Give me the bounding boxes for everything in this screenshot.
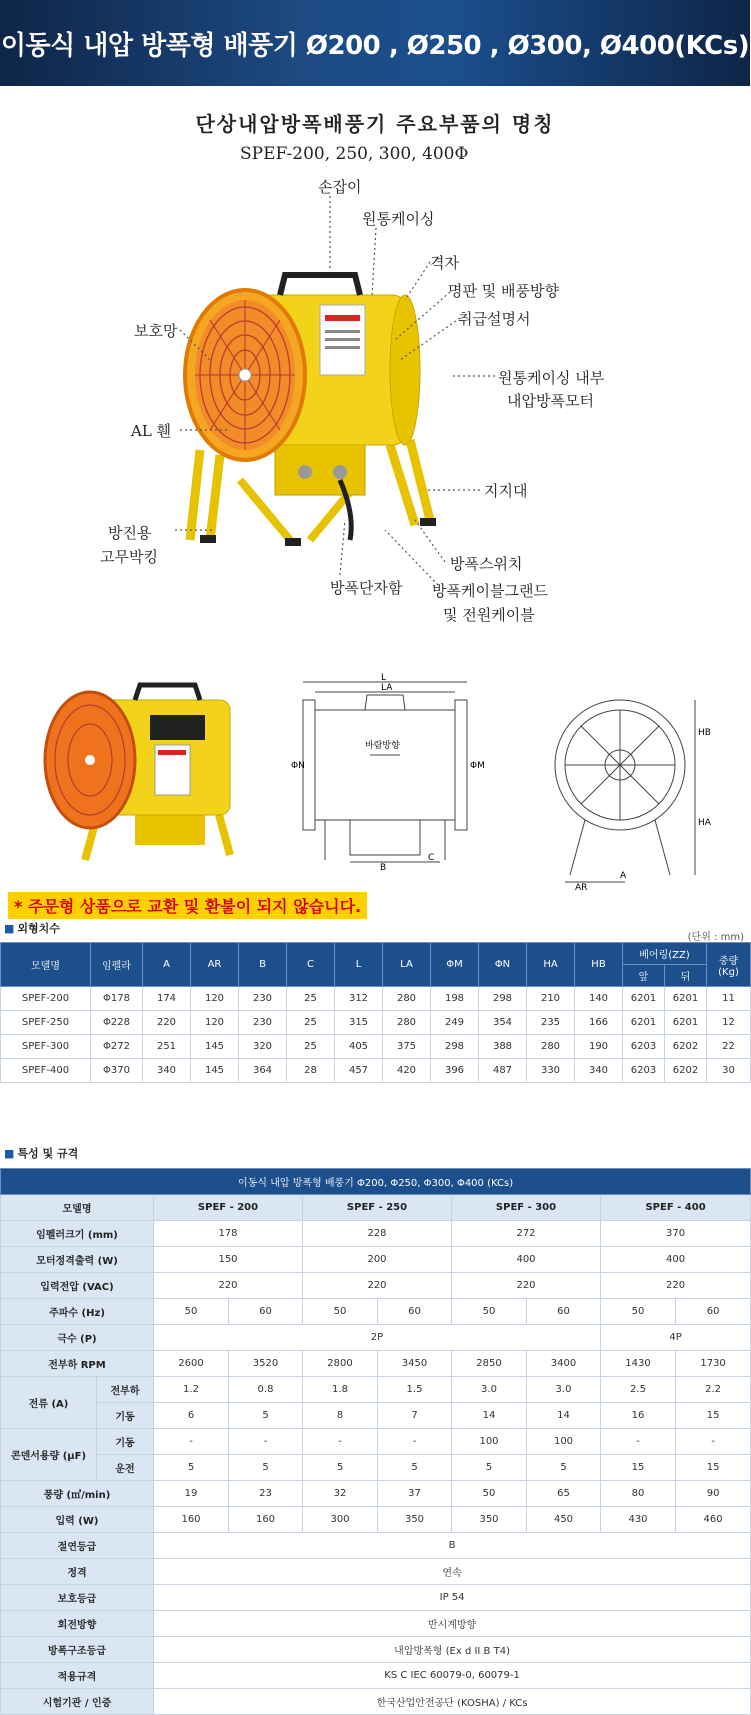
table-cell: 2.5 (601, 1377, 676, 1403)
table-cell: 5 (452, 1455, 527, 1481)
label-motor-2: 내압방폭모터 (507, 392, 594, 410)
table-cell: 50 (452, 1299, 527, 1325)
leader-lines (0, 0, 750, 650)
dims-header: C (287, 943, 335, 987)
table-cell: 298 (479, 987, 527, 1011)
table-cell: 249 (431, 1011, 479, 1035)
table-cell: 한국산업안전공단 (KOSHA) / KCs (154, 1689, 751, 1715)
table-cell: - (229, 1429, 303, 1455)
table-cell: 12 (707, 1011, 751, 1035)
table-cell: 375 (383, 1035, 431, 1059)
table-cell: 2800 (303, 1351, 378, 1377)
table-cell: 5 (229, 1455, 303, 1481)
table-cell: 5 (154, 1455, 229, 1481)
table-cell: 100 (452, 1429, 527, 1455)
table-cell: 극수 (P) (1, 1325, 154, 1351)
table-cell: 160 (154, 1507, 229, 1533)
dim-label-phi-m: ΦM (470, 761, 485, 771)
spec-row-rating (1, 1559, 751, 1585)
table-cell: 15 (676, 1403, 751, 1429)
table-cell: 450 (527, 1507, 601, 1533)
dims-section-title: ■ 외형치수 (4, 922, 60, 935)
table-cell: 방폭구조등급 (1, 1637, 154, 1663)
spec-row-current-full (1, 1377, 751, 1403)
table-cell: 178 (154, 1221, 303, 1247)
dim-label-HA: HA (698, 818, 711, 828)
table-cell: - (303, 1429, 378, 1455)
table-cell: 145 (191, 1035, 239, 1059)
table-cell: 150 (154, 1247, 303, 1273)
table-cell: 정격 (1, 1559, 154, 1585)
table-cell: 300 (303, 1507, 378, 1533)
table-cell: 3400 (527, 1351, 601, 1377)
dims-header: AR (191, 943, 239, 987)
side-dimension-diagram (291, 670, 485, 873)
table-cell: 200 (303, 1247, 452, 1273)
dim-label-A: A (620, 871, 627, 881)
table-cell: 364 (239, 1059, 287, 1083)
table-cell: 50 (601, 1299, 676, 1325)
table-cell: 특성 및 규격 (17, 1147, 79, 1160)
table-cell: 1430 (601, 1351, 676, 1377)
table-cell: 65 (527, 1481, 601, 1507)
table-cell: 340 (575, 1059, 623, 1083)
table-cell: 3450 (378, 1351, 452, 1377)
table-cell: 400 (452, 1247, 601, 1273)
dims-header-weight: 중량 (Kg) (707, 943, 751, 987)
table-cell: 8 (303, 1403, 378, 1429)
table-cell: 입력 (W) (1, 1507, 154, 1533)
table-cell: 2.2 (676, 1377, 751, 1403)
dims-header-bearing-rear: 뒤 (665, 965, 707, 987)
label-stand: 지지대 (484, 482, 528, 500)
table-cell: 50 (303, 1299, 378, 1325)
table-cell: 1730 (676, 1351, 751, 1377)
table-cell: 388 (479, 1035, 527, 1059)
spec-row-flow (1, 1481, 751, 1507)
label-al-fan: AL 휀 (131, 422, 172, 440)
dims-header: LA (383, 943, 431, 987)
table-cell: 400 (601, 1247, 751, 1273)
spec-row-cert (1, 1689, 751, 1715)
dim-label-phi-n: ΦN (291, 761, 305, 771)
table-cell: 3520 (229, 1351, 303, 1377)
table-cell: 6202 (665, 1035, 707, 1059)
spec-row-voltage (1, 1273, 751, 1299)
table-cell: 주파수 (Hz) (1, 1299, 154, 1325)
label-switch: 방폭스위치 (450, 555, 523, 573)
label-gland-1: 방폭케이블그랜드 (432, 582, 548, 600)
table-cell: 적용규격 (1, 1663, 154, 1689)
table-cell: 입력전압 (VAC) (1, 1273, 154, 1299)
table-cell: 보호등급 (1, 1585, 154, 1611)
table-cell: 30 (707, 1059, 751, 1083)
table-cell: 시험기관 / 인증 (1, 1689, 154, 1715)
table-cell: - (154, 1429, 229, 1455)
table-cell: IP 54 (154, 1585, 751, 1611)
table-row (1, 1035, 751, 1059)
table-cell: 2850 (452, 1351, 527, 1377)
table-cell: 반시계방향 (154, 1611, 751, 1637)
dim-label-C: C (428, 853, 435, 863)
dims-header: 임펠라 (91, 943, 143, 987)
spec-model: SPEF - 400 (601, 1195, 751, 1221)
table-cell: 272 (452, 1221, 601, 1247)
parts-title: 단상내압방폭배풍기 주요부품의 명칭 (195, 112, 555, 136)
table-cell: 50 (452, 1481, 527, 1507)
table-cell: Φ370 (91, 1059, 143, 1083)
table-cell: 23 (229, 1481, 303, 1507)
table-cell: 5 (229, 1403, 303, 1429)
table-cell: 50 (154, 1299, 229, 1325)
table-cell: SPEF-250 (1, 1011, 91, 1035)
table-cell: 298 (431, 1035, 479, 1059)
table-cell: 60 (378, 1299, 452, 1325)
table-cell: 220 (143, 1011, 191, 1035)
table-cell: SPEF-400 (1, 1059, 91, 1083)
dims-header: ΦM (431, 943, 479, 987)
table-cell: 5 (527, 1455, 601, 1481)
label-motor-1: 원통케이싱 내부 (498, 369, 605, 387)
table-cell: 90 (676, 1481, 751, 1507)
table-cell: - (378, 1429, 452, 1455)
table-cell: 11 (707, 987, 751, 1011)
dims-header: B (239, 943, 287, 987)
table-cell: 5 (303, 1455, 378, 1481)
dims-header: A (143, 943, 191, 987)
spec-row-std (1, 1663, 751, 1689)
label-manual: 취급설명서 (458, 310, 531, 328)
table-cell: 전류 (A) (1, 1377, 97, 1429)
table-cell: 14 (452, 1403, 527, 1429)
table-cell: 회전방향 (1, 1611, 154, 1637)
spec-row-current-start (1, 1403, 751, 1429)
table-cell: 연속 (154, 1559, 751, 1585)
table-cell: 210 (527, 987, 575, 1011)
table-cell: SPEF-300 (1, 1035, 91, 1059)
table-cell: 280 (383, 1011, 431, 1035)
table-cell: 140 (575, 987, 623, 1011)
spec-row-input (1, 1507, 751, 1533)
table-cell: 5 (378, 1455, 452, 1481)
spec-model-label: 모델명 (1, 1195, 154, 1221)
table-cell: 7 (378, 1403, 452, 1429)
dims-header: HB (575, 943, 623, 987)
table-cell: 6201 (665, 1011, 707, 1035)
dimensions-table (0, 942, 751, 1083)
table-cell: 230 (239, 1011, 287, 1035)
table-cell: 160 (229, 1507, 303, 1533)
label-rubber-2: 고무박킹 (100, 548, 158, 566)
spec-row-rotation (1, 1611, 751, 1637)
table-cell: 절연등급 (1, 1533, 154, 1559)
table-cell: 430 (601, 1507, 676, 1533)
table-cell: 운전 (97, 1455, 154, 1481)
spec-row-cap-run (1, 1455, 751, 1481)
table-cell: 외형치수 (17, 922, 60, 935)
table-cell: 6203 (623, 1059, 665, 1083)
table-cell: 320 (239, 1035, 287, 1059)
table-cell: 228 (303, 1221, 452, 1247)
dims-header: HA (527, 943, 575, 987)
table-cell: 6202 (665, 1059, 707, 1083)
table-cell: 220 (601, 1273, 751, 1299)
dim-label-wind: 바람방향 (365, 741, 400, 751)
dim-label-AR: AR (575, 883, 588, 893)
table-cell: 340 (143, 1059, 191, 1083)
fan-photo-small (40, 685, 250, 870)
table-cell: 251 (143, 1035, 191, 1059)
table-cell: 25 (287, 1035, 335, 1059)
table-cell: 230 (239, 987, 287, 1011)
spec-row-poles (1, 1325, 751, 1351)
spec-section-title: ■ 특성 및 규격 (4, 1147, 79, 1160)
table-cell: 350 (452, 1507, 527, 1533)
spec-title: 이동식 내압 방폭형 배풍기 Φ200, Φ250, Φ300, Φ400 (KCs) (1, 1169, 751, 1195)
table-cell: 457 (335, 1059, 383, 1083)
no-refund-warning: * 주문형 상품으로 교환 및 환불이 되지 않습니다. (8, 892, 367, 919)
table-cell: - (601, 1429, 676, 1455)
table-cell: 14 (527, 1403, 601, 1429)
spec-row-freq (1, 1299, 751, 1325)
label-rubber-1: 방진용 (108, 524, 152, 542)
table-cell: 15 (601, 1455, 676, 1481)
label-grid: 격자 (430, 254, 459, 272)
dim-label-LA: LA (381, 683, 393, 693)
table-cell: 220 (303, 1273, 452, 1299)
table-cell: 6201 (623, 1011, 665, 1035)
table-cell: 198 (431, 987, 479, 1011)
table-cell: 6201 (623, 987, 665, 1011)
spec-row-insulation (1, 1533, 751, 1559)
table-cell: KS C IEC 60079-0, 60079-1 (154, 1663, 751, 1689)
table-cell: 기동 (97, 1403, 154, 1429)
table-cell: 임펠러크기 (mm) (1, 1221, 154, 1247)
table-cell: 60 (676, 1299, 751, 1325)
table-cell: 풍량 (㎥/min) (1, 1481, 154, 1507)
table-cell: 60 (527, 1299, 601, 1325)
table-cell: 콘덴서용량 (µF) (1, 1429, 97, 1481)
table-cell: Φ272 (91, 1035, 143, 1059)
spec-row-impeller (1, 1221, 751, 1247)
spec-row-protection (1, 1585, 751, 1611)
table-cell: 120 (191, 987, 239, 1011)
table-cell: 22 (707, 1035, 751, 1059)
table-cell: 16 (601, 1403, 676, 1429)
label-terminal: 방폭단자함 (330, 579, 403, 597)
table-cell: 100 (527, 1429, 601, 1455)
dims-header-bearing: 베어링(ZZ) (623, 943, 707, 965)
table-cell: 6201 (665, 987, 707, 1011)
label-handle: 손잡이 (318, 178, 362, 196)
table-cell: 190 (575, 1035, 623, 1059)
table-cell: 모터정격출력 (W) (1, 1247, 154, 1273)
front-dimension-diagram (545, 690, 730, 893)
table-cell: 6 (154, 1403, 229, 1429)
table-cell: 37 (378, 1481, 452, 1507)
spec-row-ex (1, 1637, 751, 1663)
label-guard: 보호망 (134, 322, 178, 340)
table-cell: 354 (479, 1011, 527, 1035)
table-cell: 120 (191, 1011, 239, 1035)
page-title: 이동식 내압 방폭형 배풍기 Ø200 , Ø250 , Ø300, Ø400(KCs) (0, 30, 750, 61)
table-cell: 312 (335, 987, 383, 1011)
table-cell: 220 (154, 1273, 303, 1299)
table-cell: 28 (287, 1059, 335, 1083)
table-cell: Φ228 (91, 1011, 143, 1035)
dim-label-HB: HB (698, 728, 711, 738)
label-gland-2: 및 전원케이블 (443, 606, 535, 624)
table-cell: 487 (479, 1059, 527, 1083)
table-cell: 2600 (154, 1351, 229, 1377)
table-cell: 32 (303, 1481, 378, 1507)
table-cell: 전부하 RPM (1, 1351, 154, 1377)
table-row (1, 987, 751, 1011)
table-cell: 420 (383, 1059, 431, 1083)
table-cell: 80 (601, 1481, 676, 1507)
dims-unit: (단위 : mm) (687, 932, 744, 943)
table-cell: 2P (154, 1325, 601, 1351)
dims-header: ΦN (479, 943, 527, 987)
table-cell: 396 (431, 1059, 479, 1083)
table-cell: 405 (335, 1035, 383, 1059)
table-cell: 280 (527, 1035, 575, 1059)
table-cell: 4P (601, 1325, 751, 1351)
table-cell: 전부하 (97, 1377, 154, 1403)
spec-row-rpm (1, 1351, 751, 1377)
table-cell: 460 (676, 1507, 751, 1533)
dims-header-bearing-front: 앞 (623, 965, 665, 987)
table-cell: 280 (383, 987, 431, 1011)
table-cell: 15 (676, 1455, 751, 1481)
dim-label-B: B (380, 863, 387, 873)
spec-model: SPEF - 200 (154, 1195, 303, 1221)
table-cell: 0.8 (229, 1377, 303, 1403)
table-cell: 330 (527, 1059, 575, 1083)
label-nameplate: 명판 및 배풍방향 (448, 282, 559, 300)
table-cell: 1.5 (378, 1377, 452, 1403)
table-row (1, 1059, 751, 1083)
table-cell: 235 (527, 1011, 575, 1035)
spec-table (0, 1168, 751, 1715)
dims-rows (1, 987, 751, 1083)
spec-model: SPEF - 300 (452, 1195, 601, 1221)
table-cell: 145 (191, 1059, 239, 1083)
table-cell: 3.0 (452, 1377, 527, 1403)
table-cell: 174 (143, 987, 191, 1011)
spec-row-motor (1, 1247, 751, 1273)
table-cell: 350 (378, 1507, 452, 1533)
table-cell: B (154, 1533, 751, 1559)
label-casing: 원통케이싱 (362, 210, 435, 228)
table-cell: 60 (229, 1299, 303, 1325)
table-cell: Φ178 (91, 987, 143, 1011)
spec-model: SPEF - 250 (303, 1195, 452, 1221)
dim-label-L: L (381, 673, 387, 683)
table-cell: SPEF-200 (1, 987, 91, 1011)
table-cell: 220 (452, 1273, 601, 1299)
table-cell: 기동 (97, 1429, 154, 1455)
table-cell: 19 (154, 1481, 229, 1507)
table-cell: 1.8 (303, 1377, 378, 1403)
dims-header: L (335, 943, 383, 987)
parts-subtitle: SPEF-200, 250, 300, 400Φ (240, 144, 469, 164)
table-cell: 315 (335, 1011, 383, 1035)
table-cell: 6203 (623, 1035, 665, 1059)
table-cell: 3.0 (527, 1377, 601, 1403)
table-cell: 25 (287, 987, 335, 1011)
table-cell: - (676, 1429, 751, 1455)
table-cell: 166 (575, 1011, 623, 1035)
table-cell: 370 (601, 1221, 751, 1247)
table-cell: 내압방폭형 (Ex d II B T4) (154, 1637, 751, 1663)
table-cell: 25 (287, 1011, 335, 1035)
table-row (1, 1011, 751, 1035)
spec-row-cap-start (1, 1429, 751, 1455)
table-cell: 1.2 (154, 1377, 229, 1403)
dims-header: 모델명 (1, 943, 91, 987)
